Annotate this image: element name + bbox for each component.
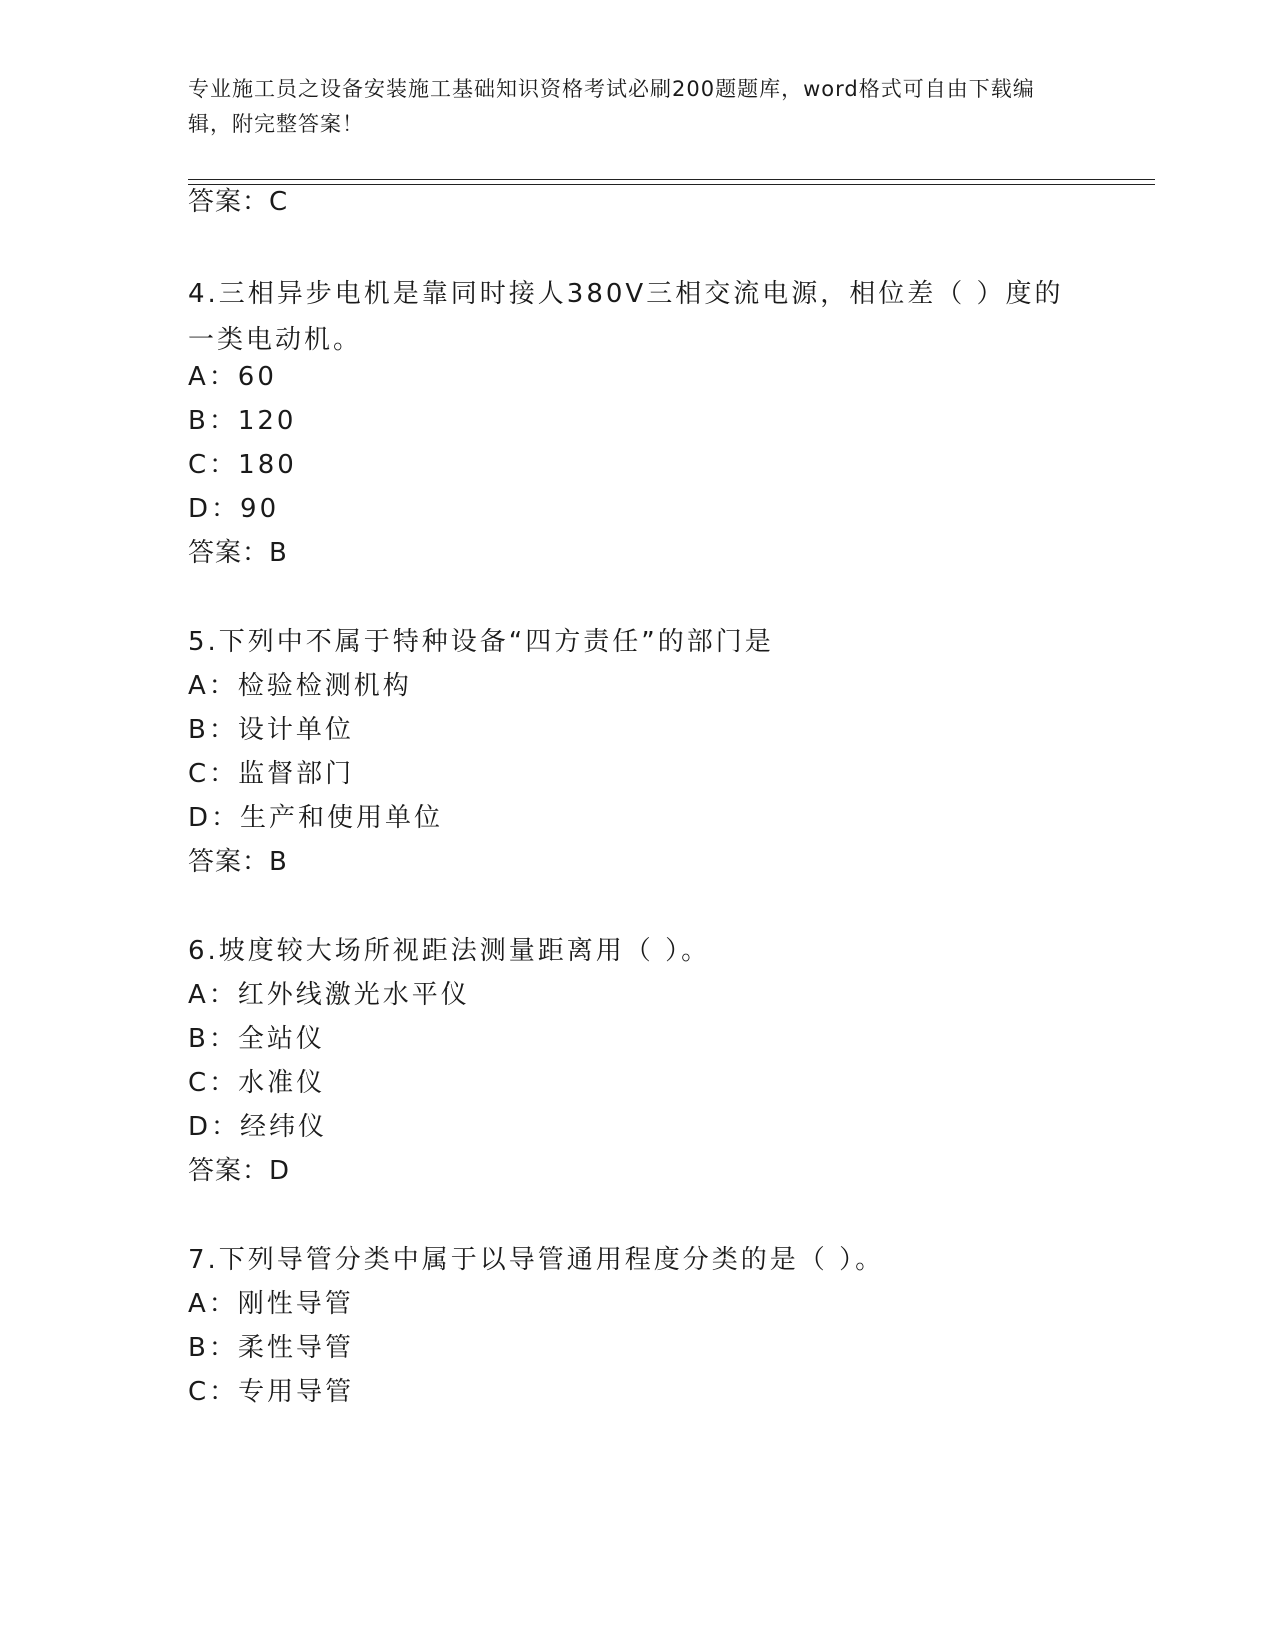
question-6-answer: 答案：D (188, 1156, 291, 1186)
question-7-option-b: B：柔性导管 (188, 1333, 354, 1363)
question-6-stem: 6.坡度较大场所视距法测量距离用（ ）。 (188, 936, 711, 966)
question-5-option-c: C：监督部门 (188, 759, 355, 789)
question-5-option-a: A：检验检测机构 (188, 671, 412, 701)
question-5-answer: 答案：B (188, 847, 288, 877)
document-header: 专业施工员之设备安装施工基础知识资格考试必刷200题题库，word格式可自由下载编辑，附完整答案！ (188, 77, 1035, 136)
question-6-option-b: B：全站仪 (188, 1024, 325, 1054)
question-4-answer: 答案：B (188, 538, 288, 568)
question-4-option-a: A：60 (188, 362, 277, 392)
answer-previous: 答案：C (188, 187, 289, 217)
header-divider-top (188, 179, 1155, 180)
question-5-stem: 5.下列中不属于特种设备“四方责任”的部门是 (188, 627, 774, 657)
question-6-option-a: A：红外线激光水平仪 (188, 980, 470, 1010)
question-5-option-b: B：设计单位 (188, 715, 354, 745)
header-divider-bottom (188, 184, 1155, 185)
question-7-stem: 7.下列导管分类中属于以导管通用程度分类的是（ ）。 (188, 1245, 885, 1275)
question-4-stem: 4.三相异步电机是靠同时接人380V三相交流电源，相位差（ ）度的一类电动机。 (188, 279, 1064, 355)
question-6-option-c: C：水准仪 (188, 1068, 326, 1098)
question-7-option-c: C：专用导管 (188, 1377, 355, 1407)
question-4-option-c: C：180 (188, 450, 297, 480)
question-6-option-d: D：经纬仪 (188, 1112, 328, 1142)
question-5-option-d: D：生产和使用单位 (188, 803, 444, 833)
question-4-option-b: B：120 (188, 406, 297, 436)
question-4-option-d: D：90 (188, 494, 280, 524)
question-7-option-a: A：刚性导管 (188, 1289, 354, 1319)
